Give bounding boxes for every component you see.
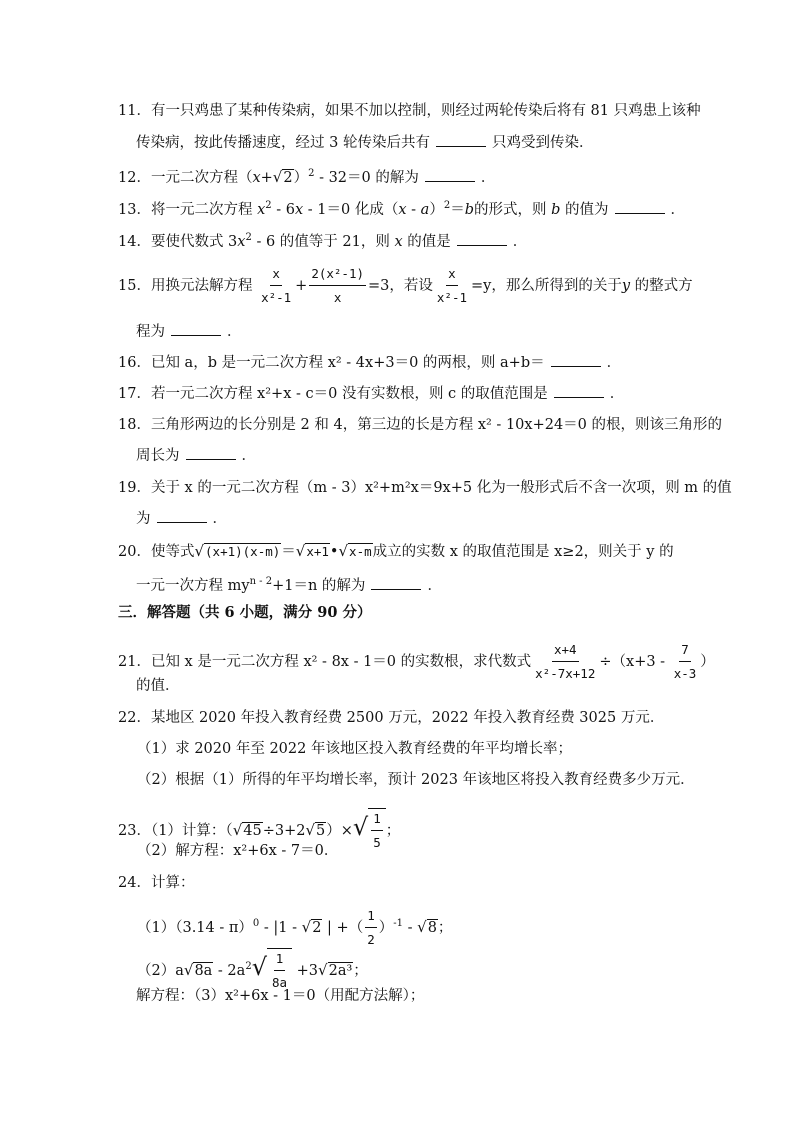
- sqrt-8: √8: [417, 918, 437, 936]
- q22-sub1: （1）求 2020 年至 2022 年该地区投入教育经费的年平均增长率；: [137, 741, 572, 757]
- q15-line2: 程为 ．: [136, 324, 242, 340]
- answer-blank[interactable]: [436, 134, 486, 147]
- q23-line1: 23．（1）计算：（√45÷3+2√5）×√ $\frac{1}{5}$ ；: [118, 808, 400, 853]
- q24-sub2: $(2)a√8a - 2a^2√$ $\frac{1}{8a}$ +3√2a³；: [137, 948, 368, 993]
- answer-blank[interactable]: [171, 323, 221, 336]
- q12: 12．一元二次方程$(x+√2)^2 - 32=0$ 的解为 ．: [118, 167, 496, 186]
- q11-line1: 11．有一只鸡患了某种传染病，如果不加以控制，则经过两轮传染后将有 81 只鸡患上该种: [118, 103, 701, 119]
- q20-line1: 20．使等式√(x+1)(x-m)＝√x+1•√x-m成立的实数 x 的取值范围是 x≥2，则关于 y 的: [118, 542, 674, 560]
- q21-line1: 21．已知 x 是一元二次方程 x² - 8x - 1＝0 的实数根，求代数式 $\frac{x+4}{\text{x²-7x+12}}$ ÷（x+3 - $\frac{7}{x-3}$ ）: [118, 640, 715, 684]
- q18-line1: 18．三角形两边的长分别是 2 和 4，第三边的长是方程 x² - 10x+24＝0 的根，则该三角形的: [118, 417, 723, 433]
- sqrt-2: √2: [301, 918, 322, 936]
- answer-blank[interactable]: [425, 169, 475, 182]
- sqrt-2: √2: [272, 167, 293, 186]
- section-heading: 三．解答题（共 6 小题，满分 90 分）: [118, 604, 372, 621]
- q22-line1: 22．某地区 2020 年投入教育经费 2500 万元，2022 年投入教育经费 3025 万元．: [118, 710, 665, 726]
- fraction: $\frac{x}{\text{x²-1}}$: [261, 266, 292, 305]
- sqrt-fraction: √ $\frac{1}{5}$: [353, 808, 386, 853]
- answer-blank[interactable]: [186, 447, 236, 460]
- q18-line2: 周长为 ．: [136, 448, 256, 464]
- q11-line2: 传染病，按此传播速度，经过 3 轮传染后共有 只鸡受到传染．: [136, 135, 594, 151]
- fraction: $\frac{x}{\text{x²-1}}$: [436, 266, 467, 305]
- fraction: $\frac{1}{5}$: [373, 811, 381, 850]
- fraction: $\frac{x+4}{\text{x²-7x+12}}$: [535, 642, 596, 681]
- sqrt-5: √5: [305, 821, 326, 839]
- q24-line1: 24．计算：: [118, 875, 195, 891]
- q24-sub3: 解方程：（3）x²+6x - 1＝0（用配方法解）；: [136, 988, 425, 1004]
- sqrt-2a3: √2a³: [318, 961, 353, 979]
- answer-blank[interactable]: [157, 510, 207, 523]
- fraction: $\frac{1}{8a}$: [271, 951, 288, 990]
- sqrt-expression: √x-m: [338, 542, 372, 560]
- answer-blank[interactable]: [457, 233, 507, 246]
- q23-sub2: （2）解方程：x²+6x - 7＝0．: [137, 843, 339, 859]
- q20-line2: 一元一次方程 $my^{n - 2}+1=n$ 的解为 ．: [136, 576, 442, 594]
- answer-blank[interactable]: [371, 577, 421, 590]
- sqrt-45: √45: [232, 821, 262, 839]
- q24-sub1: （1）（3.14 - π）$^0$ - |1 - √2 | +（ $\frac{1}{2}$ ）$^{-1}$ - √8；: [137, 906, 452, 950]
- fraction: $\frac{1}{2}$: [367, 908, 375, 947]
- answer-blank[interactable]: [551, 354, 601, 367]
- answer-blank[interactable]: [615, 201, 665, 214]
- sqrt-8a: √8a: [183, 961, 213, 979]
- q19-line1: 19．关于 x 的一元二次方程（m - 3）x²+m²x＝9x+5 化为一般形式后不含一次项，则 m 的值: [118, 480, 732, 496]
- fraction: $\frac{\text{2(x²-1)}}{x}$: [311, 266, 365, 305]
- q21-line2: 的值．: [136, 678, 180, 694]
- sqrt-expression: √x+1: [295, 542, 329, 560]
- q15-line1: 15．用换元法解方程 $\frac{x}{\text{x²-1}}$ + $\frac{\text{2(x²-1)}}{x}$ =3，若设 $\frac{x}{\text{x²-1}}$ =y，那么所得到的关于y 的整式方: [118, 264, 693, 308]
- q17: 17．若一元二次方程 x²+x - c＝0 没有实数根，则 c 的取值范围是 ．: [118, 386, 625, 402]
- q22-sub2: （2）根据（1）所得的年平均增长率，预计 2023 年该地区将投入教育经费多少万元．: [137, 772, 695, 788]
- fraction: $\frac{7}{x-3}$: [673, 642, 697, 681]
- sqrt-expression: √(x+1)(x-m): [194, 542, 281, 560]
- q13: 13．将一元二次方程 $x^2 - 6x - 1=0$ 化成（x - a）$^2$＝b的形式，则 b 的值为 ．: [118, 200, 685, 218]
- q14: 14．要使代数式 $3x^2 - 6$ 的值等于 21，则 x 的值是 ．: [118, 232, 528, 250]
- answer-blank[interactable]: [554, 385, 604, 398]
- q19-line2: 为 ．: [136, 511, 227, 527]
- q16: 16．已知 a，b 是一元二次方程 x² - 4x+3＝0 的两根，则 a+b＝ ．: [118, 355, 622, 371]
- sqrt-fraction: √ $\frac{1}{8a}$: [252, 948, 292, 993]
